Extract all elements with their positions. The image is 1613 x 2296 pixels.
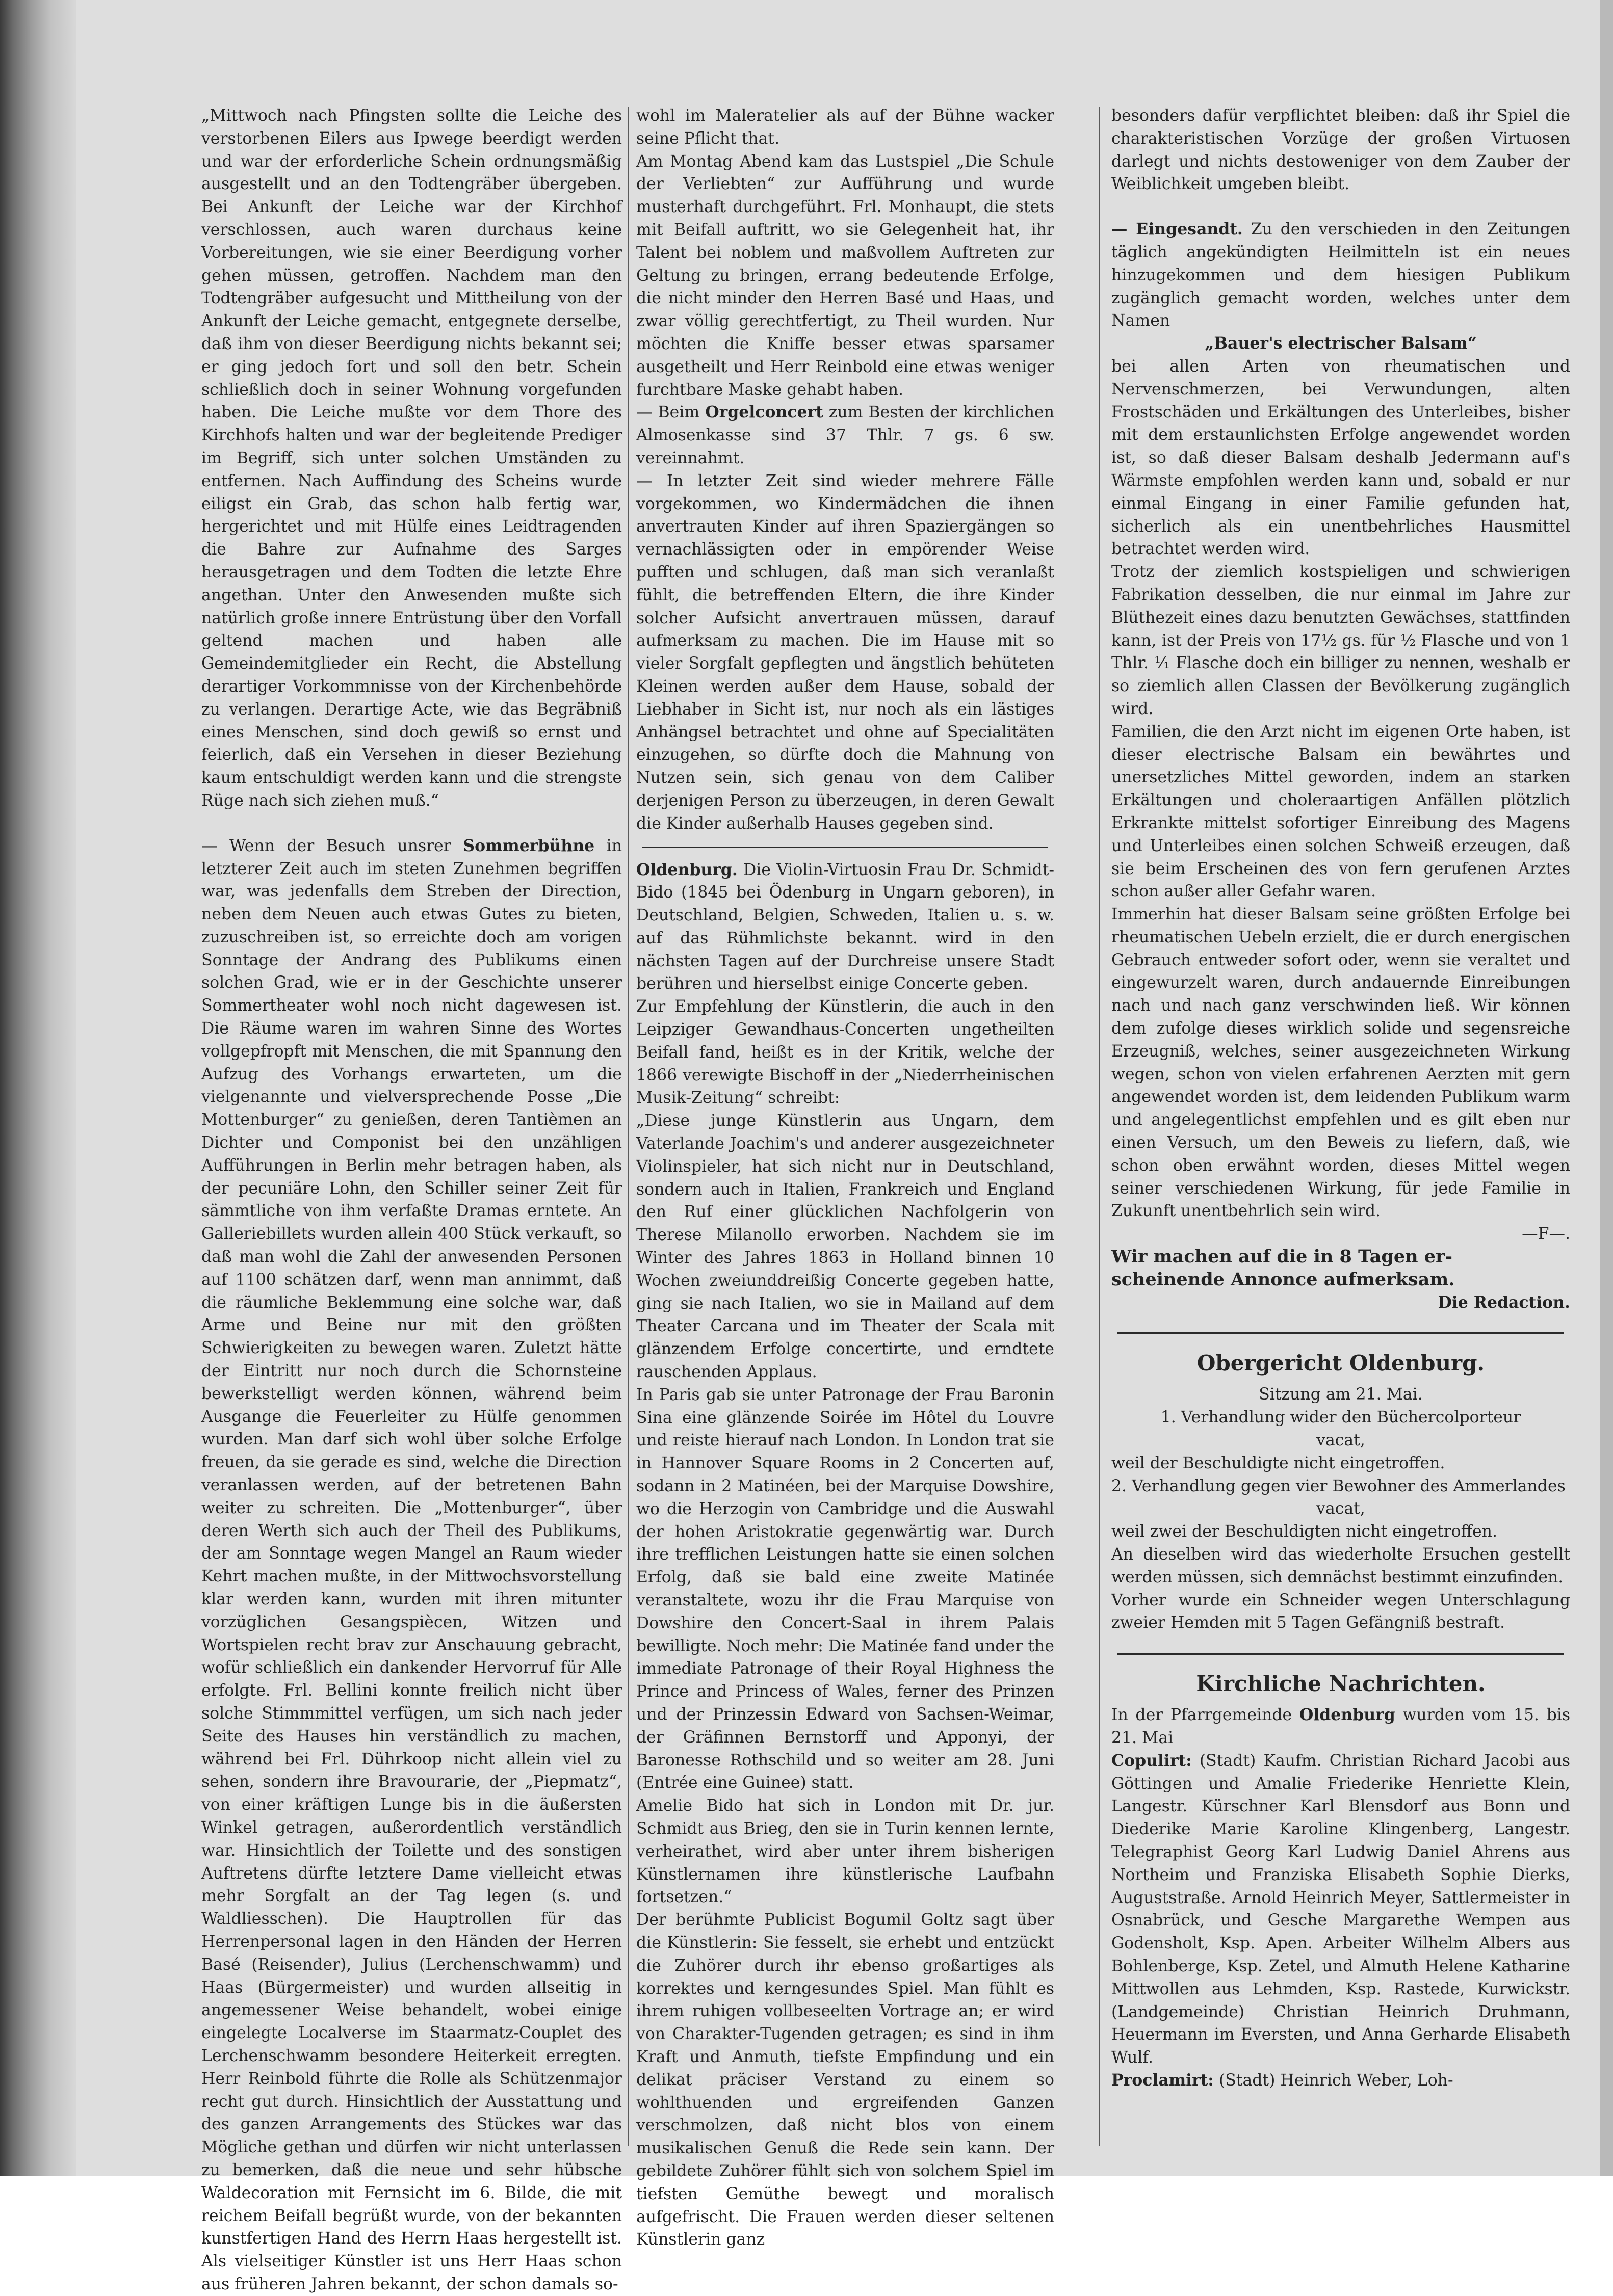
copulated-keyword: Copulirt: [1111,1751,1192,1770]
proclaimed [1111,2069,1570,2092]
court-case-2: 2. Verhandlung gegen vier Bewohner des Ammerlandes [1111,1476,1566,1495]
column-3 [1111,104,1570,2153]
court-session: Sitzung am 21. Mai. [1259,1385,1423,1404]
announcement-notice-2: scheinende Annonce aufmerksam. [1111,1269,1455,1290]
proclaimed-text: (Stadt) Heinrich Weber, Loh- [1218,2071,1453,2090]
amelie-marriage: Amelie Bido hat sich in London mit Dr. jur. Schmidt aus Brieg, den sie in Turin kennen lernte, verheirathet, wird aber unter ihrem bisherigen Künstlernamen ihre künstlerische Laufbahn fortsetzen.“ [636,1797,1054,1907]
court-tailor: Vorher wurde ein Schneider wegen Unterschlagung zweier Hemden mit 5 Tagen Gefängniß bestraft. [1111,1591,1570,1632]
balsam-title: „Bauer's electrischer Balsam“ [1205,334,1477,353]
court-case-1-vacat: vacat, [1316,1431,1365,1450]
parish-keyword: Oldenburg [1299,1705,1395,1725]
church-heading: Kirchliche Nachrichten. [1196,1671,1486,1697]
balsam-price: Trotz der ziemlich kostspieligen und schwierigen Fabrikation desselben, die nur einmal im Jahre zur Blüthezeit eines dazu benutzten Gewächses, stattfinden kann, ist der Preis von 17½ gs. für ½ Flasche und von 1 Thlr. ¹⁄₁ Flasche doch ein billiger zu nennen, weshalb er so ziemlich allen Classen der Bevölkerung zugänglich wird. [1111,563,1570,718]
announcement-notice-1: Wir machen auf die in 8 Tagen er- [1111,1246,1453,1268]
article-nannies: — In letzter Zeit sind wieder mehrere Fälle vorgekommen, wo Kindermädchen die ihnen anvertrauten Kinder auf ihren Spaziergängen so vernachlässigten oder in empörender Weise pufften und schlugen, daß man sich veranlaßt fühlt, die betreffenden Eltern, die ihre Kinder solcher Aufsicht anvertrauen müssen, darauf aufmerksam zu machen. Die im Hause mit so vieler Sorgfalt gepflegten und ängstlich behüteten Kleinen werden außer dem Hause, sobald der Liebhaber in Sicht ist, nur noch als ein lästiges Anhängsel betrachtet und ohne auf Specialitäten einzugehen, so dürfte doch die Mahnung von Nutzen sein, sich genau von dem Caliber derjenigen Person zu überzeugen, in deren Gewalt die Kinder außerhalb Hauses gegeben sind. [636,471,1054,833]
court-request: An dieselben wird das wiederholte Ersuchen gestellt werden müssen, sich demnächst bestimmt einzufinden. [1111,1545,1570,1587]
divider [642,847,1048,848]
balsam-families: Familien, die den Arzt nicht im eigenen Orte haben, ist dieser electrische Balsam ein bewährtes und unersetzliches Mittel geworden, indem an starken Erkältungen und choleraartigen Anfällen plötzlich Erkrankte mittelst sofortiger Einreibung des Magens und Unterleibes einen solchen Schweiß erzeugen, daß sie beim Erscheinen des von fern gerufenen Arztes schon außer aller Gefahr waren. [1111,722,1570,901]
section-divider [1117,1332,1564,1334]
copulated-text: (Stadt) Kaufm. Christian Richard Jacobi aus Göttingen und Amalie Friederike Henriette Klein, Langestr. Kürschner Karl Blensdorf aus Bonn und Diederike Marie Karoline Klingenberg, Langestr. Telegraphist Georg Karl Ludwig Daniel Ahrens aus Northeim und Franziska Elisabeth Sophie Dierks, Auguststraße. Arnold Heinrich Meyer, Sattlermeister in Osnabrück, und Gesche Margarethe Wempen aus Godensholt, Ksp. Apen. Arbeiter Wilhelm Albers aus Bohlenberge, Ksp. Zetel, und Almuth Helene Katharine Mittwollen aus Lehmden, Ksp. Rastede, Kurwickstr. (Landgemeinde) Christian Heinrich Druhmann, Heuermann im Eversten, und Anna Gerharde Elisabeth Wulf. [1111,1751,1570,2067]
balsam-text: bei allen Arten von rheumatischen und Nervenschmerzen, bei Verwundungen, alten Frostschäden und Erkältungen des Unterleibes, bisher mit dem erstaunlichsten Erfolge angewendet worden ist, so daß dieser Balsam deshalb Jedermann auf's Wärmste empfohlen werden kann und, sobald er nur einmal Eingang in einer Familie gefunden hat, sicherlich als ein unentbehrliches Hausmittel betrachtet werden wird. [1111,357,1570,559]
parish-dates: wurden vom 15. bis 21. Mai [1111,1706,1570,1747]
court-heading: Obergericht Oldenburg. [1196,1351,1485,1376]
column-rule-1 [628,107,629,2146]
section-divider-2 [1117,1653,1564,1655]
summer-continued: wohl im Maleratelier als auf der Bühne wacker seine Pflicht that. [636,107,1054,148]
column-rule-2 [1099,107,1100,2146]
article-burial: „Mittwoch nach Pfingsten sollte die Leiche des verstorbenen Eilers aus Ipwege beerdigt werden und war der erforderliche Schein ordnungsmäßig ausgestellt und an den Todtengräber übergeben. Bei Ankunft der Leiche war der Kirchhof verschlossen, auch waren durchaus keine Vorbereitungen, wie sie einer Beerdigung vorher gehen müssen, getroffen. Nachdem man den Todtengräber aufgesucht und Mittheilung von der Ankunft der Leiche gemacht, entgegnete derselbe, daß ihm von dieser Beerdigung nichts bekannt sei; er ging jedoch fort und soll den betr. Schein schließlich doch in seiner Wohnung vorgefunden haben. Die Leiche mußte vor dem Thore des Kirchhofs halten und war der begleitende Prediger im Begriff, sich unter solchen Umständen zu entfernen. Nach Auffindung des Scheins wurde eiligst ein Grab, das schon halb fertig war, hergerichtet und mit Hülfe eines Leidtragenden die Bahre zur Aufnahme des Sarges herausgetragen und dem Todten die letzte Ehre angethan. Unter den Anwesenden mußte sich natürlich große innere Entrüstung über den Vorfall geltend machen und haben alle Gemeindemitglieder ein Recht, die Abstellung derartiger Vorkommnisse von der Kirchenbehörde zu verlangen. Derartige Acte, wie das Begräbniß eines Menschen, sind doch gewiß so ernst und feierlich, daß ein Versehen in dieser Beziehung kaum entschuldigt werden kann und die strengste Rüge nach sich ziehen muß.“ [201,107,622,810]
paris-london: In Paris gab sie unter Patronage der Frau Baronin Sina eine glänzende Soirée im Hôtel du Louvre und reiste hierauf nach London. In London trat sie in Hannover Square Rooms in 2 Concerten auf, sodann in 2 Matinéen, bei der Marquise Dowshire, wo die Herzogin von Cambridge und die Auswahl der hohen Aristokratie gegenwärtig war. Durch ihre trefflichen Leistungen hatte sie einen solchen Erfolg, daß sie bald eine zweite Matinée veranstaltete, wozu ihr die Frau Marquise von Dowshire den Concert-Saal in ihrem Palais bewilligte. Noch mehr: Die Matinée fand under the immediate Patronage of their Royal Highness the Prince and Princess of Wales, ferner des Prinzen und der Prinzessin Edward von Sachsen-Weimar, der Gräfinnen Bernstorff und Apponyi, der Baronesse Rothschild und so weiter am 28. Juni (Entrée eine Guinee) statt. [636,1385,1054,1792]
summer-keyword: Sommerbühne [463,836,595,855]
article-violinist [636,859,1054,996]
proclaimed-keyword: Proclamirt: [1111,2070,1214,2090]
submitted-keyword: — Eingesandt. [1111,220,1243,239]
article-summer-stage [201,835,622,2296]
editor-signature: Die Redaction. [1438,1292,1570,1312]
court-case-1-reason: weil der Beschuldigte nicht eingetroffen. [1111,1454,1445,1472]
parish-intro-text: In der Pfarrgemeinde [1111,1706,1292,1725]
column-1 [201,104,622,2293]
goltz-review: Der berühmte Publicist Bogumil Goltz sagt über die Künstlerin: Sie fesselt, sie erhebt und entzückt die Zuhörer durch ihr ebenso großartiges als korrektes und kerngesundes Spiel. Man fühlt es ihrem ruhigen vollbeseelten Vortrage an; er wird von Charakter-Tugenden getragen; es sind in ihm Kraft und Anmuth, tiefste Empfindung und ein delikat präciser Verstand zu einem so wohlthuenden und ergreifenden Ganzen verschmolzen, daß nicht blos von einem musikalischen Genuß die Rede sein kann. Der gebildete Zuhörer fühlt sich von solchem Spiel im tiefsten Gemüthe bewegt und moralisch aufgefrischt. Die Frauen werden dieser seltenen Künstlerin ganz [636,1911,1054,2249]
balsam-success: Immerhin hat dieser Balsam seine größten Erfolge bei rheumatischen Uebeln erzielt, die er durch energischen Gebrauch entweder sofort oder, wenn sie veraltet und eingewurzelt waren, durch andauernde Einreibungen nach und nach ganz verschwinden ließ. Wir können dem zufolge dieses wirklich solide und segensreiche Erzeugniß, welches, seiner ausgezeichneten Wirkung wegen, schon von vielen erfahrenen Aerzten mit gern angewendet worden ist, dem leidenden Publikum warm und angelegentlichst empfehlen und es gilt eben nur einen Versuch, um den Beweis zu liefern, daß, wie schon oben erwähnt worden, dieses Mittel wegen seiner verschiedenen Wirkung, für jede Familie in Zukunft unentbehrlich sein wird. [1111,905,1570,1221]
quotation: „Diese junge Künstlerin aus Ungarn, dem Vaterlande Joachim's und anderer ausgezeichneter Violinspieler, hat sich nicht nur in Deutschland, sondern auch in Italien, Frankreich und England den Ruf einer glücklichen Nachfolgerin von Therese Milanollo erworben. Nachdem sie im Winter des Jahres 1863 in Holland binnen 10 Wochen zweiunddreißig Concerte gegeben hatte, ging sie nach Italien, wo sie in Mailand auf dem Theater Carcana und im Theater der Scala mit glänzendem Erfolge concertirte, und erndtete rauschenden Applaus. [636,1112,1054,1382]
copulated [1111,1750,1570,2069]
summer-intro: — Wenn der Besuch unsrer [201,836,451,855]
oldenburg-keyword: Oldenburg. [636,860,738,879]
submitted-intro: Zu den verschieden in den Zeitungen täglich angekündigten Heilmitteln ist ein neues hinzugekommen und dem hiesigen Publikum zugänglich gemacht worden, welches unter dem Namen [1111,220,1571,330]
organ-intro: — Beim [636,403,700,422]
parish-intro [1111,1704,1570,1750]
organ-keyword: Orgelconcert [705,403,823,422]
summer-text: in letzterer Zeit auch im steten Zunehmen begriffen war, was jedenfalls dem Streben der Direction, neben dem Neuen auch etwas Gutes zu bieten, zuzuschreiben ist, so erreichte doch am vorigen Sonntage der Andrang des Publikums einen solchen Grad, wie er in der Geschichte unserer Sommertheater wohl noch nicht dagewesen ist. Die Räume waren im wahren Sinne des Wortes vollgepfropft mit Menschen, die mit Spannung den Aufzug des Vorhangs erwarteten, um die vielgenannte und vielversprechende Posse „Die Mottenburger“ zu genießen, deren Tantièmen an Dichter und Componist bei den unzähligen Aufführungen in Berlin mehr betragen haben, als der pecuniäre Lohn, den Schiller seiner Zeit für sämmtliche von ihm verfaßte Dramas erntete. An Galleriebillets wurden allein 400 Stück verkauft, so daß man wohl die Zahl der anwesenden Personen auf 1100 schätzen darf, wenn man annimmt, daß die räumliche Beklemmung eine solche war, daß Arme und Beine nur mit den größten Schwierigkeiten zu bewegen waren. Zuletzt hätte der Eintritt nur noch durch die Schornsteine bewerkstelligt werden können, während beim Ausgange die Feuerleiter zu Hülfe genommen wurden. Man darf sich wohl über solche Erfolge freuen, da sie gerade es sind, welche die Direction veranlassen werden, auf der betretenen Bahn weiter zu schreiten. Die „Mottenburger“, über deren Werth sich auch der Theil des Publikums, der am Sonntage wegen Mangel an Raum wieder Kehrt machen mußte, in der Mittwochsvorstellung klar werden kann, wurden mit ihren mitunter vorzüglichen Gesangspiècen, Witzen und Wortspielen recht brav zur Anschauung gebracht, wofür schließlich ein dankender Hervorruf für Alle erfolgte. Frl. Bellini konnte freilich nicht über solche Stimmmittel verfügen, um sich nach jeder Seite des Hauses hin verständlich zu machen, während bei Frl. Dührkoop nicht allein viel zu sehen, sondern ihre Bravourarie, der „Piepmatz“, von einer kräftigen Lunge bis in die äußersten Winkel getragen, außerordentlich verständlich war. Hinsichtlich der Toilette und des sonstigen Auftretens dürfte letztere Dame vielleicht etwas mehr Sorgfalt an der Tag legen (s. und Waldliesschen). Die Hauptrollen für das Herrenpersonal lagen in den Händen der Herren Basé (Reisender), Julius (Lerchenschwamm) und Haas (Bürgermeister) und wurden allseitig in angemessener Weise behandelt, wobei einige eingelegte Localverse im Staarmatz-Couplet des Lerchenschwamm besondere Heiterkeit erregten. Herr Reinbold führte die Rolle als Schützenmajor recht gut durch. Hinsichtlich der Ausstattung und des ganzen Arrangements des Stückes war das Mögliche gethan und dürfen wir nicht unterlassen zu bemerken, daß die neue und sehr hübsche Waldecoration mit Fernsicht im 6. Bilde, die mit reichem Beifall begrüßt wurde, von der bekannten kunstfertigen Hand des Herrn Haas hergestellt ist. Als vielseitiger Künstler ist uns Herr Haas schon aus früheren Jahren bekannt, der schon damals so- [201,836,622,2293]
court-case-2-vacat: vacat, [1316,1499,1365,1518]
signature: —F—. [1522,1225,1570,1244]
court-case-1: 1. Verhandlung wider den Büchercolporteur [1160,1408,1521,1427]
article-submitted [1111,218,1570,332]
column-2 [636,104,1055,2249]
goltz-continued: besonders dafür verpflichtet bleiben: daß ihr Spiel die charakteristischen Vorzüge der großen Virtuosen darlegt und nichts destoweniger von dem Zauber der Weiblichkeit umgeben bleibt. [1111,107,1570,194]
organ-text: zum Besten der kirchlichen Almosenkasse sind 37 Thlr. 7 gs. 6 sw. vereinnahmt. [636,403,1054,467]
scan-edge [1600,0,1613,2176]
page-binding [0,0,76,2176]
oldenburg-text: Die Violin-Virtuosin Frau Dr. Schmidt-Bido (1845 bei Ödenburg in Ungarn geboren), in Deutschland, Belgien, Schweden, Italien u. s. w. auf das Rühmlichste bekannt. wird in den nächsten Tagen auf der Durchreise unsere Stadt berühren und hierselbst einige Concerte geben. [636,860,1055,993]
recommendation: Zur Empfehlung der Künstlerin, die auch in den Leipziger Gewandhaus-Concerten ungetheilten Beifall fand, heißt es in der Kritik, welche der 1866 verewigte Bischoff in der „Niederrheinischen Musik-Zeitung“ schreibt: [636,997,1054,1107]
article-comedy: Am Montag Abend kam das Lustspiel „Die Schule der Verliebten“ zur Aufführung und wurde musterhaft durchgeführt. Frl. Monhaupt, die stets mit Beifall auftritt, wo sie Gelegenheit hat, ihr Talent bei noblem und maßvollem Auftreten zur Geltung zu bringen, errang bedeutende Erfolge, die nicht minder den Herren Basé und Haas, und zwar völlig gerechtfertigt, zu Theil wurden. Nur möchten die Kniffe besser etwas sparsamer ausgetheilt und Herr Reinbold eine etwas weniger furchtbare Maske gehabt haben. [636,152,1054,399]
article-organ-concert [636,401,1054,469]
court-case-2-reason: weil zwei der Beschuldigten nicht eingetroffen. [1111,1522,1497,1541]
